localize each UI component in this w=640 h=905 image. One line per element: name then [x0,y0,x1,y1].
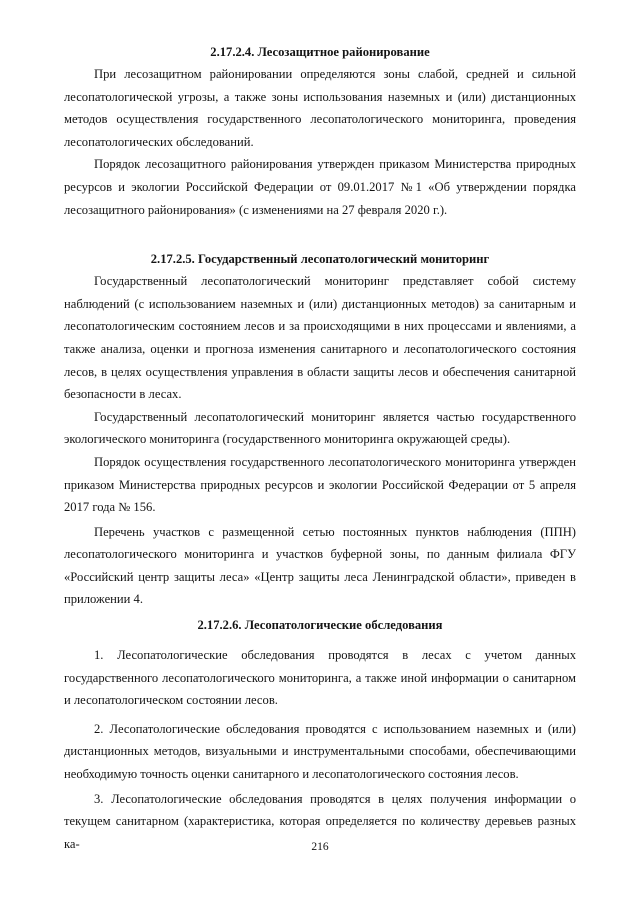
paragraph: Государственный лесопатологический мониторинг представляет собой систему наблюдений (с использованием наземных и (или) дистанционных методов) за санитарным и лесопатологическим состоянием лесов и за происходящими в них процессами и явлениями, а также анализа, оценки и прогноза изменения санитарного и лесопатологического состояния лесов, в целях осуществления управления в области защиты лесов и обеспечения санитарной безопасности в лесах. [64,274,576,402]
paragraph: 1. Лесопатологические обследования проводятся в лесах с учетом данных государственного лесопатологического мониторинга, а также иной информации о санитарном и лесопатологическом состоянии лесов. [64,648,576,708]
paragraph: Порядок лесозащитного районирования утвержден приказом Министерства природных ресурсов и экологии Российской Федерации от 09.01.2017 №1 «Об утверждении порядка лесозащитного районирования» (с изменениями на 27 февраля 2020 г.). [64,157,576,217]
page-number: 216 [311,841,329,853]
section-heading-monitoring: 2.17.2.5. Государственный лесопатологический мониторинг [150,252,490,267]
paragraph: 2. Лесопатологические обследования проводятся с использованием наземных и (или) дистанционных методов, визуальными и инструментальными способами, обеспечивающими необходимую точность оценки санитарного и лесопатологического состояния лесов. [64,721,576,782]
paragraph: Государственный лесопатологический мониторинг является частью государственного экологического мониторинга (государственного мониторинга окружающей среды). [64,409,576,447]
paragraph: Перечень участков с размещенной сетью постоянных пунктов наблюдения (ППН) лесопатологического мониторинга и участков буферной зоны, по данным филиала ФГУ «Российский центр защиты леса» «Центр защиты леса Ленинградской области», приведен в приложении 4. [64,524,576,607]
page-content [64,44,576,855]
paragraph: При лесозащитном районировании определяются зоны слабой, средней и сильной лесопатологической угрозы, а также зоны использования наземных и (или) дистанционных методов осуществления государственного лесопатологического мониторинга, проведения лесопатологических обследований. [64,67,576,149]
paragraph: 3. Лесопатологические обследования проводятся в целях получения информации о текущем санитарном (характеристика, которая определяется по количеству деревьев разных ка- [64,791,576,851]
section-heading-zoning: 2.17.2.4. Лесозащитное районирование [210,45,430,59]
section-heading-inspections: 2.17.2.6. Лесопатологические обследования [197,618,443,633]
paragraph: Порядок осуществления государственного лесопатологического мониторинга утвержден приказом Министерства природных ресурсов и экологии Российской Федерации от 5 апреля 2017 года № 156. [64,454,576,515]
